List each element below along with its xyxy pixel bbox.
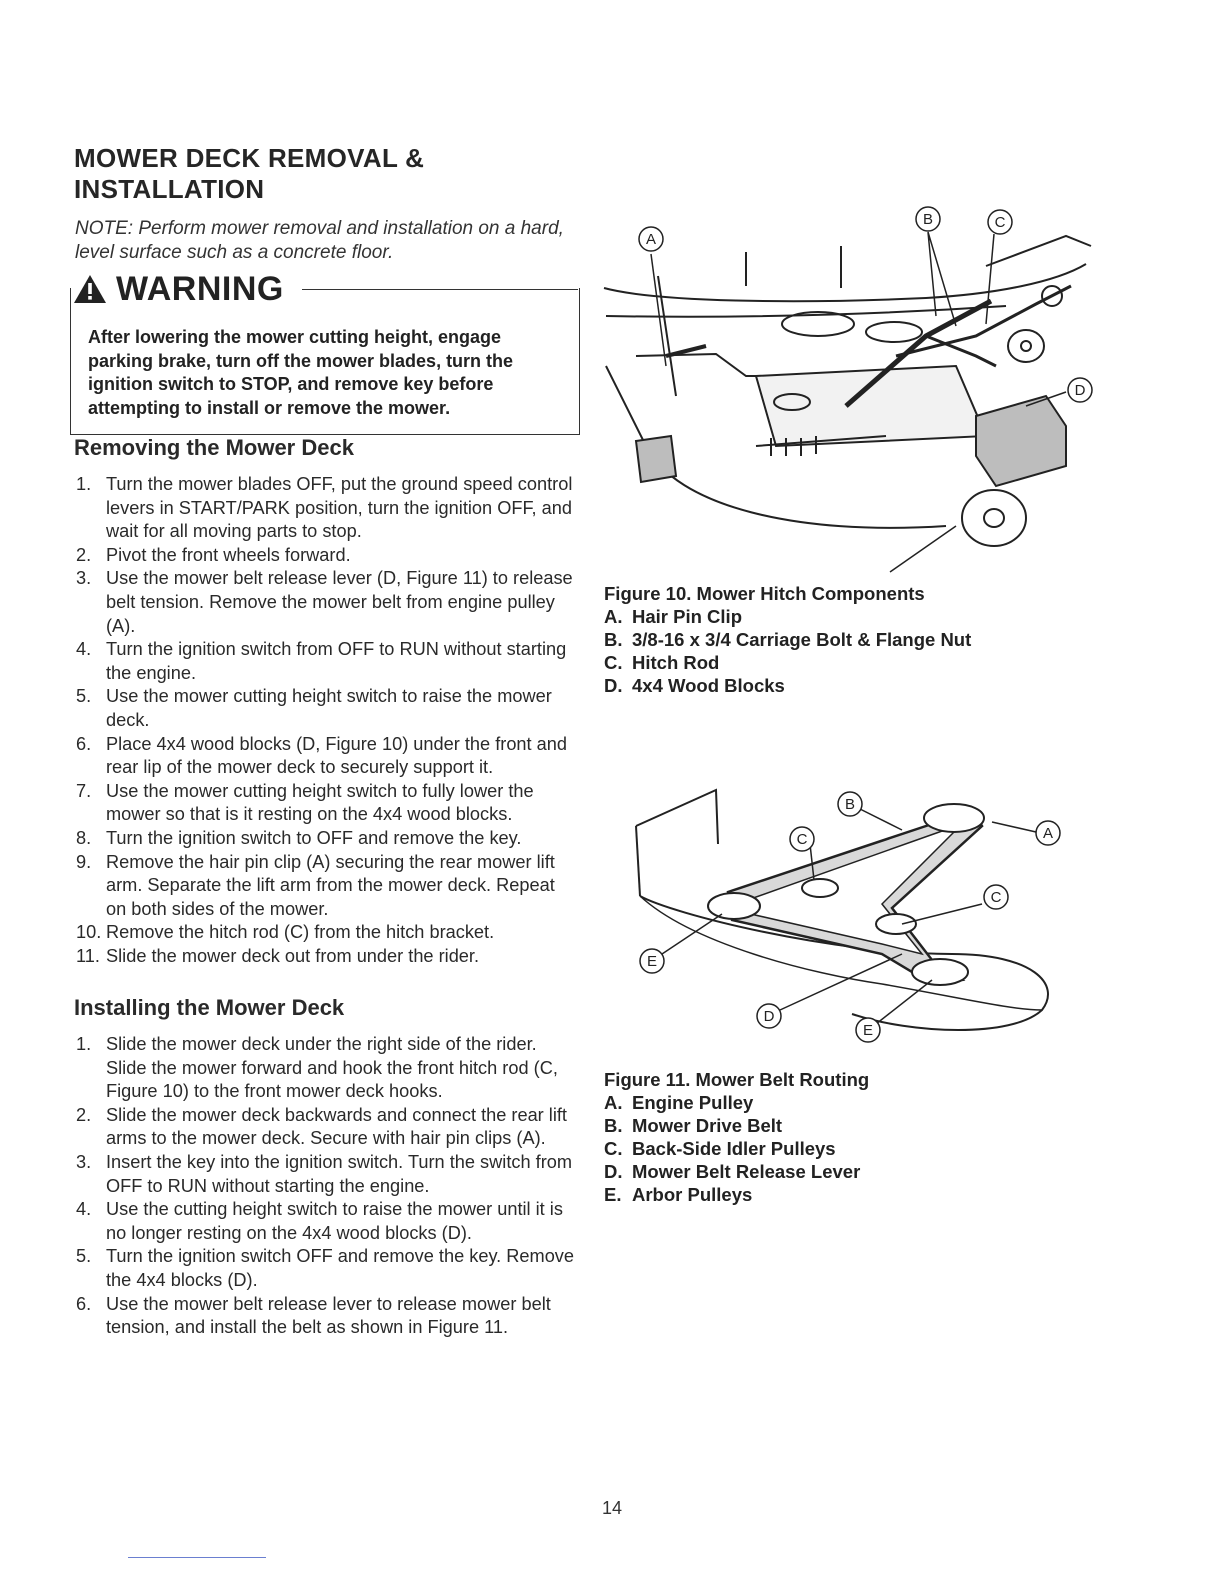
belt-callout-a-label: A — [1042, 825, 1054, 842]
legend-letter: D. — [604, 675, 623, 696]
step-text: Insert the key into the ignition switch. Turn the switch from OFF to RUN without starting the engine. — [106, 1151, 573, 1196]
belt-callout-c-right-label: C — [990, 889, 1002, 906]
figure-11-caption — [604, 1068, 1024, 1206]
step-item — [76, 1245, 576, 1292]
step-text: Use the cutting height switch to raise the mower until it is no longer resting on the 4x4 wood blocks (D). — [106, 1199, 563, 1243]
step-item — [76, 851, 576, 922]
section-title: MOWER DECK REMOVAL & INSTALLATION — [74, 143, 425, 204]
step-number: 1. — [76, 474, 92, 494]
step-item — [76, 780, 576, 827]
legend-letter: A. — [604, 1092, 623, 1113]
legend-letter: A. — [604, 606, 623, 627]
step-text: Pivot the front wheels forward. — [106, 544, 351, 565]
belt-callout-e-right-label: E — [862, 1022, 874, 1039]
belt-callout-e-left-label: E — [646, 953, 658, 970]
step-number: 8. — [76, 827, 92, 848]
warning-top-rule — [302, 289, 578, 290]
step-number: 6. — [76, 1293, 92, 1314]
step-text: Use the mower belt release lever to release mower belt tension, and install the belt as shown in Figure 11. — [106, 1293, 551, 1338]
step-number: 11. — [76, 945, 100, 966]
belt-callout-c-left-label: C — [796, 831, 808, 848]
legend-item — [604, 1091, 1024, 1114]
step-text: Turn the ignition switch OFF and remove the key. Remove the 4x4 blocks (D). — [106, 1246, 575, 1290]
step-text: Use the mower belt release lever (D, Figure 11) to release belt tension. Remove the mower belt from engine pulley (A). — [106, 568, 573, 636]
step-number: 4. — [76, 639, 92, 660]
step-number: 10. — [76, 922, 102, 943]
legend-letter: D. — [604, 1161, 623, 1182]
installing-steps — [76, 1033, 576, 1340]
legend-letter: B. — [604, 1115, 623, 1136]
legend-text: Mower Belt Release Lever — [632, 1161, 861, 1182]
step-number: 3. — [76, 1151, 92, 1172]
step-item — [76, 1151, 576, 1198]
step-text: Remove the hair pin clip (A) securing the rear mower lift arm. Separate the lift arm from the mower deck. Repeat on both sides of the mower. — [106, 851, 555, 919]
belt-callout-b-label: B — [844, 796, 856, 813]
figure-11-illustration — [632, 784, 1064, 1046]
note-text: NOTE: Perform mower removal and installation on a hard, level surface such as a concrete floor. — [75, 218, 564, 263]
step-number: 1. — [76, 1034, 92, 1054]
warning-text: After lowering the mower cutting height, engage parking brake, turn off the mower blades, turn the ignition switch to STOP, and remove key before attempting to install or remove the mower. — [88, 327, 514, 418]
removing-heading: Removing the Mower Deck — [74, 435, 354, 460]
removing-steps — [76, 473, 576, 968]
step-item — [76, 921, 576, 945]
legend-text: Mower Drive Belt — [632, 1115, 783, 1136]
legend-item — [604, 1160, 1024, 1183]
legend-letter: C. — [604, 652, 623, 673]
figure-10-caption — [604, 582, 1024, 697]
warning-triangle-icon — [72, 273, 108, 305]
callout-d-label: D — [1074, 382, 1086, 399]
step-item — [76, 685, 576, 732]
step-item — [76, 1104, 576, 1151]
step-number: 6. — [76, 733, 92, 754]
installing-heading: Installing the Mower Deck — [74, 995, 345, 1020]
legend-item — [604, 674, 1024, 697]
step-text: Turn the ignition switch from OFF to RUN without starting the engine. — [106, 639, 567, 683]
step-item — [76, 638, 576, 685]
step-text: Slide the mower deck out from under the rider. — [106, 945, 480, 966]
legend-item — [604, 628, 1024, 651]
figure-10-illustration — [596, 206, 1096, 580]
step-item — [76, 473, 576, 544]
step-text: Use the mower cutting height switch to fully lower the mower so that is it resting on the 4x4 wood blocks. — [106, 780, 534, 825]
figure-11-title: Figure 11. Mower Belt Routing — [604, 1069, 870, 1090]
step-text: Slide the mower deck backwards and connect the rear lift arms to the mower deck. Secure with hair pin clips (A). — [106, 1104, 567, 1149]
step-item — [76, 1033, 576, 1104]
step-item — [76, 1293, 576, 1340]
step-number: 5. — [76, 1246, 92, 1267]
step-item — [76, 945, 576, 969]
legend-text: Hair Pin Clip — [632, 606, 742, 627]
step-number: 7. — [76, 780, 92, 801]
legend-text: 3/8-16 x 3/4 Carriage Bolt & Flange Nut — [632, 629, 972, 650]
step-number: 3. — [76, 568, 92, 589]
step-item — [76, 544, 576, 568]
step-item — [76, 567, 576, 638]
belt-callout-d-label: D — [763, 1008, 775, 1025]
legend-text: Engine Pulley — [632, 1092, 754, 1113]
step-text: Remove the hitch rod (C) from the hitch bracket. — [106, 922, 495, 943]
figure-10-title: Figure 10. Mower Hitch Components — [604, 583, 925, 604]
step-item — [76, 827, 576, 851]
step-number: 2. — [76, 544, 92, 565]
callout-c-label: C — [994, 214, 1006, 231]
legend-letter: C. — [604, 1138, 623, 1159]
step-number: 5. — [76, 686, 92, 707]
legend-item — [604, 651, 1024, 674]
step-text: Turn the mower blades OFF, put the ground speed control levers in START/PARK position, turn the ignition OFF, and wait for all moving parts to stop. — [106, 474, 573, 542]
page-number: 14 — [601, 1498, 623, 1518]
footer-rule — [128, 1557, 266, 1558]
legend-item — [604, 605, 1024, 628]
warning-label: WARNING — [116, 269, 284, 308]
step-number: 4. — [76, 1199, 92, 1220]
step-number: 9. — [76, 851, 92, 872]
step-text: Place 4x4 wood blocks (D, Figure 10) under the front and rear lip of the mower deck to securely support it. — [106, 733, 568, 778]
legend-letter: E. — [604, 1184, 622, 1205]
legend-text: 4x4 Wood Blocks — [632, 675, 785, 696]
legend-item — [604, 1114, 1024, 1137]
legend-text: Hitch Rod — [632, 652, 720, 673]
legend-letter: B. — [604, 629, 623, 650]
legend-text: Back-Side Idler Pulleys — [632, 1138, 836, 1159]
step-text: Turn the ignition switch to OFF and remove the key. — [106, 827, 522, 848]
warning-header — [72, 268, 294, 310]
step-text: Use the mower cutting height switch to raise the mower deck. — [106, 686, 552, 730]
legend-item — [604, 1137, 1024, 1160]
step-item — [76, 1198, 576, 1245]
callout-a-label: A — [645, 231, 657, 248]
legend-text: Arbor Pulleys — [632, 1184, 753, 1205]
legend-item — [604, 1183, 1024, 1206]
step-text: Slide the mower deck under the right side of the rider. Slide the mower forward and hook the front hitch rod (C, Figure 10) to the front mower deck hooks. — [106, 1034, 558, 1102]
callout-b-label: B — [922, 211, 934, 228]
step-number: 2. — [76, 1104, 92, 1125]
step-item — [76, 733, 576, 780]
